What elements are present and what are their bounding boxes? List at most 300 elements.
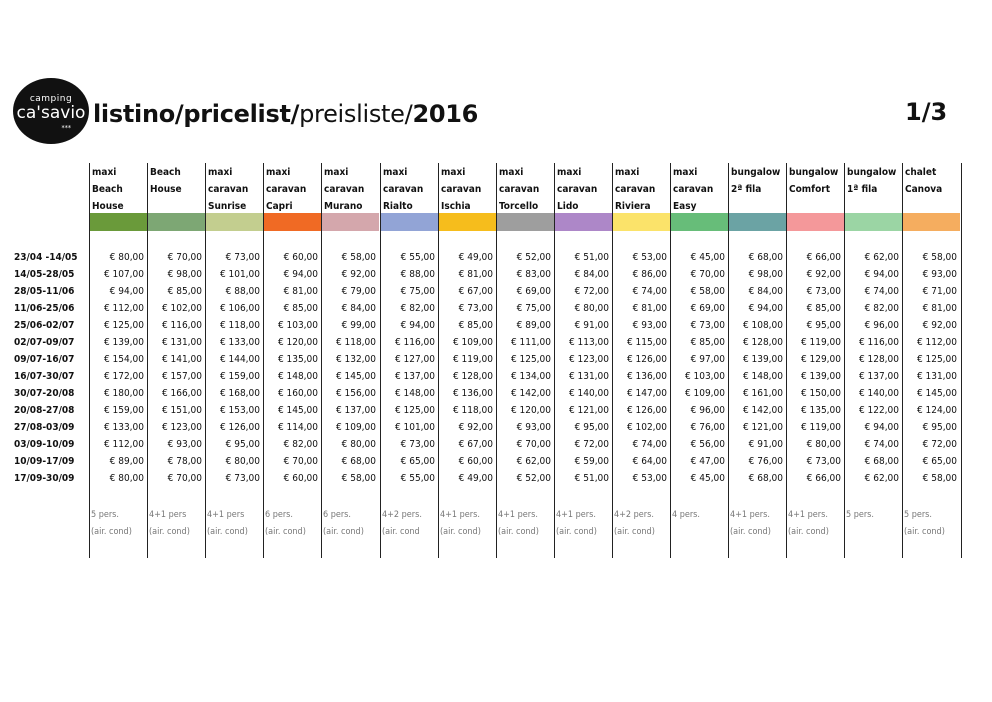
column-header-line: Rialto	[383, 201, 413, 212]
price-cell: € 109,00	[335, 422, 376, 433]
price-cell: € 180,00	[103, 388, 144, 399]
price-cell: € 119,00	[800, 337, 841, 348]
column-color-swatch	[381, 213, 438, 231]
price-cell: € 59,00	[574, 456, 609, 467]
price-cell: € 56,00	[690, 439, 725, 450]
column-header	[499, 164, 553, 215]
price-cell: € 58,00	[690, 286, 725, 297]
price-cell: € 98,00	[167, 269, 202, 280]
column-header-line: maxi	[266, 167, 291, 178]
column-header-line: Comfort	[789, 184, 830, 195]
price-cell: € 142,00	[742, 405, 783, 416]
price-cell: € 95,00	[806, 320, 841, 331]
aircond-note: (air. cond)	[788, 527, 829, 537]
price-cell: € 55,00	[400, 473, 435, 484]
column-header-line: caravan	[557, 184, 598, 195]
title-part1: listino/pricelist/	[93, 100, 300, 128]
price-cell: € 126,00	[219, 422, 260, 433]
column-header	[847, 164, 901, 215]
aircond-note: (air. cond)	[265, 527, 306, 537]
price-cell: € 52,00	[516, 473, 551, 484]
price-cell: € 145,00	[916, 388, 957, 399]
price-cell: € 98,00	[748, 269, 783, 280]
column-header-line: maxi	[499, 167, 524, 178]
price-cell: € 123,00	[161, 422, 202, 433]
price-cell: € 85,00	[283, 303, 318, 314]
column-header-line: caravan	[615, 184, 656, 195]
price-cell: € 157,00	[161, 371, 202, 382]
price-cell: € 65,00	[400, 456, 435, 467]
column-header	[615, 164, 669, 215]
price-cell: € 83,00	[516, 269, 551, 280]
aircond-note: (air. cond)	[207, 527, 248, 537]
column-header-line: Canova	[905, 184, 943, 195]
price-cell: € 80,00	[109, 473, 144, 484]
period-label: 25/06-02/07	[14, 320, 75, 331]
price-cell: € 73,00	[225, 252, 260, 263]
price-cell: € 82,00	[400, 303, 435, 314]
price-cell: € 153,00	[219, 405, 260, 416]
price-cell: € 62,00	[516, 456, 551, 467]
price-cell: € 126,00	[626, 354, 667, 365]
capacity-note: 6 pers.	[323, 510, 351, 520]
page-title	[93, 100, 478, 128]
column-header	[557, 164, 611, 215]
price-cell: € 84,00	[748, 286, 783, 297]
price-cell: € 68,00	[748, 473, 783, 484]
logo-stars: ***	[61, 124, 71, 132]
price-cell: € 122,00	[858, 405, 899, 416]
price-cell: € 172,00	[103, 371, 144, 382]
price-cell: € 81,00	[632, 303, 667, 314]
period-label: 20/08-27/08	[14, 405, 75, 416]
price-cell: € 128,00	[742, 337, 783, 348]
price-cell: € 73,00	[458, 303, 493, 314]
period-label: 27/08-03/09	[14, 422, 75, 433]
price-cell: € 92,00	[458, 422, 493, 433]
price-cell: € 75,00	[516, 303, 551, 314]
price-cell: € 128,00	[858, 354, 899, 365]
column-color-swatch	[439, 213, 496, 231]
price-cell: € 129,00	[800, 354, 841, 365]
price-cell: € 112,00	[916, 337, 957, 348]
price-cell: € 95,00	[574, 422, 609, 433]
price-cell: € 140,00	[858, 388, 899, 399]
price-cell: € 91,00	[574, 320, 609, 331]
price-cell: € 131,00	[161, 337, 202, 348]
price-cell: € 58,00	[922, 473, 957, 484]
price-cell: € 124,00	[916, 405, 957, 416]
price-cell: € 123,00	[568, 354, 609, 365]
price-cell: € 97,00	[690, 354, 725, 365]
price-cell: € 121,00	[568, 405, 609, 416]
capacity-note: 4+1 pers.	[440, 510, 480, 520]
price-cell: € 73,00	[400, 439, 435, 450]
price-cell: € 58,00	[341, 252, 376, 263]
price-cell: € 109,00	[452, 337, 493, 348]
price-cell: € 118,00	[335, 337, 376, 348]
column-color-swatch	[613, 213, 670, 231]
period-label: 17/09-30/09	[14, 473, 75, 484]
price-cell: € 99,00	[341, 320, 376, 331]
price-cell: € 156,00	[335, 388, 376, 399]
column-header	[731, 164, 785, 215]
column-header	[208, 164, 262, 215]
column-header	[383, 164, 437, 215]
price-cell: € 88,00	[225, 286, 260, 297]
price-cell: € 64,00	[632, 456, 667, 467]
price-cell: € 73,00	[806, 456, 841, 467]
column-header	[92, 164, 146, 215]
column-color-swatch	[671, 213, 728, 231]
column-header	[789, 164, 843, 215]
price-cell: € 137,00	[394, 371, 435, 382]
price-cell: € 51,00	[574, 473, 609, 484]
price-cell: € 81,00	[283, 286, 318, 297]
price-cell: € 168,00	[219, 388, 260, 399]
column-header-line: Sunrise	[208, 201, 247, 212]
price-cell: € 60,00	[458, 456, 493, 467]
price-cell: € 116,00	[394, 337, 435, 348]
price-cell: € 74,00	[632, 439, 667, 450]
price-cell: € 119,00	[800, 422, 841, 433]
column-header-line: maxi	[557, 167, 582, 178]
price-cell: € 47,00	[690, 456, 725, 467]
price-cell: € 94,00	[864, 269, 899, 280]
price-cell: € 137,00	[335, 405, 376, 416]
price-cell: € 94,00	[864, 422, 899, 433]
column-header-line: Murano	[324, 201, 363, 212]
capacity-note: 4+2 pers.	[382, 510, 422, 520]
price-cell: € 92,00	[806, 269, 841, 280]
price-cell: € 148,00	[277, 371, 318, 382]
price-cell: € 71,00	[922, 286, 957, 297]
price-cell: € 76,00	[690, 422, 725, 433]
price-cell: € 95,00	[225, 439, 260, 450]
aircond-note: (air. cond)	[149, 527, 190, 537]
price-cell: € 112,00	[103, 439, 144, 450]
price-cell: € 135,00	[277, 354, 318, 365]
period-label: 03/09-10/09	[14, 439, 75, 450]
capacity-note: 4 pers.	[672, 510, 700, 520]
logo-text-casavio: ca'savio	[16, 103, 86, 123]
column-color-swatch	[264, 213, 321, 231]
column-header-line: caravan	[499, 184, 540, 195]
price-cell: € 108,00	[742, 320, 783, 331]
price-cell: € 74,00	[632, 286, 667, 297]
price-cell: € 70,00	[516, 439, 551, 450]
price-cell: € 114,00	[277, 422, 318, 433]
price-cell: € 147,00	[626, 388, 667, 399]
price-cell: € 139,00	[103, 337, 144, 348]
price-cell: € 49,00	[458, 252, 493, 263]
column-header-line: Riviera	[615, 201, 651, 212]
price-cell: € 106,00	[219, 303, 260, 314]
price-cell: € 101,00	[394, 422, 435, 433]
price-cell: € 166,00	[161, 388, 202, 399]
price-cell: € 94,00	[283, 269, 318, 280]
period-label: 10/09-17/09	[14, 456, 75, 467]
price-cell: € 81,00	[458, 269, 493, 280]
price-cell: € 49,00	[458, 473, 493, 484]
price-cell: € 96,00	[690, 405, 725, 416]
price-cell: € 69,00	[690, 303, 725, 314]
price-cell: € 73,00	[806, 286, 841, 297]
period-label: 02/07-09/07	[14, 337, 75, 348]
price-cell: € 74,00	[864, 439, 899, 450]
price-cell: € 116,00	[858, 337, 899, 348]
price-cell: € 160,00	[277, 388, 318, 399]
price-cell: € 84,00	[574, 269, 609, 280]
price-cell: € 140,00	[568, 388, 609, 399]
column-header	[150, 164, 204, 215]
price-cell: € 69,00	[516, 286, 551, 297]
price-cell: € 120,00	[277, 337, 318, 348]
price-cell: € 62,00	[864, 473, 899, 484]
price-cell: € 94,00	[109, 286, 144, 297]
aircond-note: (air. cond)	[904, 527, 945, 537]
aircond-note: (air. cond)	[498, 527, 539, 537]
price-cell: € 118,00	[452, 405, 493, 416]
price-cell: € 80,00	[109, 252, 144, 263]
price-cell: € 125,00	[916, 354, 957, 365]
price-cell: € 139,00	[800, 371, 841, 382]
price-cell: € 84,00	[341, 303, 376, 314]
price-cell: € 85,00	[167, 286, 202, 297]
price-cell: € 103,00	[684, 371, 725, 382]
aircond-note: (air. cond	[382, 527, 420, 537]
price-cell: € 142,00	[510, 388, 551, 399]
price-cell: € 111,00	[510, 337, 551, 348]
column-header-line: 1ª fila	[847, 184, 878, 195]
column-color-swatch	[148, 213, 205, 231]
price-cell: € 82,00	[283, 439, 318, 450]
capacity-note: 4+1 pers.	[788, 510, 828, 520]
price-cell: € 80,00	[806, 439, 841, 450]
price-cell: € 93,00	[632, 320, 667, 331]
capacity-note: 4+2 pers.	[614, 510, 654, 520]
price-cell: € 85,00	[458, 320, 493, 331]
price-cell: € 159,00	[219, 371, 260, 382]
capacity-note: 5 pers.	[904, 510, 932, 520]
column-header-line: Ischia	[441, 201, 471, 212]
aircond-note: (air. cond)	[556, 527, 597, 537]
price-cell: € 81,00	[922, 303, 957, 314]
price-cell: € 66,00	[806, 473, 841, 484]
price-cell: € 131,00	[568, 371, 609, 382]
period-label: 14/05-28/05	[14, 269, 75, 280]
price-cell: € 102,00	[161, 303, 202, 314]
camping-logo	[13, 78, 89, 144]
price-cell: € 119,00	[452, 354, 493, 365]
price-cell: € 116,00	[161, 320, 202, 331]
price-cell: € 72,00	[574, 286, 609, 297]
price-cell: € 58,00	[341, 473, 376, 484]
price-cell: € 118,00	[219, 320, 260, 331]
capacity-note: 6 pers.	[265, 510, 293, 520]
column-header-line: bungalow	[847, 167, 897, 178]
price-cell: € 93,00	[922, 269, 957, 280]
column-header-line: caravan	[383, 184, 424, 195]
price-cell: € 121,00	[742, 422, 783, 433]
column-header-line: Easy	[673, 201, 697, 212]
column-color-swatch	[845, 213, 902, 231]
price-cell: € 144,00	[219, 354, 260, 365]
price-cell: € 70,00	[690, 269, 725, 280]
capacity-note: 5 pers.	[91, 510, 119, 520]
column-header	[441, 164, 495, 215]
period-label: 16/07-30/07	[14, 371, 75, 382]
price-cell: € 103,00	[277, 320, 318, 331]
period-label: 28/05-11/06	[14, 286, 75, 297]
column-header-line: Beach	[150, 167, 181, 178]
title-part2: preisliste/	[299, 100, 413, 128]
price-cell: € 82,00	[864, 303, 899, 314]
column-header-line: Beach	[92, 184, 123, 195]
price-cell: € 113,00	[568, 337, 609, 348]
column-header-line: bungalow	[731, 167, 781, 178]
price-cell: € 85,00	[690, 337, 725, 348]
column-header-line: caravan	[673, 184, 714, 195]
column-header-line: caravan	[266, 184, 307, 195]
price-cell: € 131,00	[916, 371, 957, 382]
aircond-note: (air. cond)	[614, 527, 655, 537]
price-cell: € 109,00	[684, 388, 725, 399]
price-cell: € 70,00	[167, 473, 202, 484]
price-cell: € 150,00	[800, 388, 841, 399]
price-cell: € 62,00	[864, 252, 899, 263]
price-cell: € 53,00	[632, 252, 667, 263]
column-header	[905, 164, 959, 215]
price-cell: € 148,00	[394, 388, 435, 399]
price-cell: € 133,00	[219, 337, 260, 348]
price-cell: € 93,00	[167, 439, 202, 450]
price-cell: € 154,00	[103, 354, 144, 365]
price-cell: € 79,00	[341, 286, 376, 297]
column-color-swatch	[90, 213, 147, 231]
price-cell: € 68,00	[341, 456, 376, 467]
price-cell: € 148,00	[742, 371, 783, 382]
period-label: 09/07-16/07	[14, 354, 75, 365]
price-cell: € 151,00	[161, 405, 202, 416]
price-cell: € 102,00	[626, 422, 667, 433]
price-cell: € 159,00	[103, 405, 144, 416]
price-cell: € 53,00	[632, 473, 667, 484]
column-header-line: caravan	[441, 184, 482, 195]
price-cell: € 89,00	[516, 320, 551, 331]
price-cell: € 161,00	[742, 388, 783, 399]
column-header	[673, 164, 727, 215]
price-cell: € 107,00	[103, 269, 144, 280]
price-cell: € 93,00	[516, 422, 551, 433]
period-label: 11/06-25/06	[14, 303, 75, 314]
column-header-line: Lido	[557, 201, 579, 212]
price-cell: € 73,00	[225, 473, 260, 484]
column-color-swatch	[555, 213, 612, 231]
price-cell: € 86,00	[632, 269, 667, 280]
price-cell: € 126,00	[626, 405, 667, 416]
title-part3: 2016	[412, 100, 479, 128]
capacity-note: 4+1 pers	[149, 510, 187, 520]
price-cell: € 60,00	[283, 252, 318, 263]
price-cell: € 55,00	[400, 252, 435, 263]
column-header-line: maxi	[324, 167, 349, 178]
price-cell: € 127,00	[394, 354, 435, 365]
price-cell: € 66,00	[806, 252, 841, 263]
price-cell: € 68,00	[748, 252, 783, 263]
price-cell: € 132,00	[335, 354, 376, 365]
price-cell: € 51,00	[574, 252, 609, 263]
price-cell: € 101,00	[219, 269, 260, 280]
price-cell: € 85,00	[806, 303, 841, 314]
aircond-note: (air. cond)	[323, 527, 364, 537]
price-cell: € 52,00	[516, 252, 551, 263]
capacity-note: 4+1 pers.	[556, 510, 596, 520]
period-label: 30/07-20/08	[14, 388, 75, 399]
price-cell: € 120,00	[510, 405, 551, 416]
capacity-note: 5 pers.	[846, 510, 874, 520]
price-cell: € 72,00	[922, 439, 957, 450]
price-cell: € 141,00	[161, 354, 202, 365]
price-cell: € 125,00	[510, 354, 551, 365]
price-cell: € 74,00	[864, 286, 899, 297]
price-cell: € 137,00	[858, 371, 899, 382]
price-cell: € 88,00	[400, 269, 435, 280]
price-cell: € 95,00	[922, 422, 957, 433]
column-header-line: chalet	[905, 167, 937, 178]
price-cell: € 60,00	[283, 473, 318, 484]
price-cell: € 67,00	[458, 286, 493, 297]
price-cell: € 136,00	[452, 388, 493, 399]
price-cell: € 134,00	[510, 371, 551, 382]
column-header-line: Torcello	[499, 201, 539, 212]
price-cell: € 80,00	[574, 303, 609, 314]
price-cell: € 135,00	[800, 405, 841, 416]
column-header-line: caravan	[208, 184, 249, 195]
price-cell: € 91,00	[748, 439, 783, 450]
price-cell: € 80,00	[341, 439, 376, 450]
price-cell: € 94,00	[748, 303, 783, 314]
price-cell: € 73,00	[690, 320, 725, 331]
price-cell: € 92,00	[341, 269, 376, 280]
column-header-line: Capri	[266, 201, 293, 212]
price-cell: € 67,00	[458, 439, 493, 450]
column-header	[324, 164, 378, 215]
column-header-line: House	[92, 201, 124, 212]
page-number: 1/3	[905, 98, 948, 126]
column-color-swatch	[729, 213, 786, 231]
price-cell: € 112,00	[103, 303, 144, 314]
column-header-line: bungalow	[789, 167, 839, 178]
price-cell: € 68,00	[864, 456, 899, 467]
period-label: 23/04 -14/05	[14, 252, 78, 263]
price-cell: € 70,00	[167, 252, 202, 263]
price-cell: € 125,00	[103, 320, 144, 331]
aircond-note: (air. cond)	[730, 527, 771, 537]
price-cell: € 70,00	[283, 456, 318, 467]
column-header-line: maxi	[673, 167, 698, 178]
column-header-line: House	[150, 184, 182, 195]
column-divider	[961, 163, 962, 558]
column-header-line: caravan	[324, 184, 365, 195]
column-color-swatch	[903, 213, 960, 231]
price-cell: € 94,00	[400, 320, 435, 331]
column-header-line: maxi	[615, 167, 640, 178]
column-color-swatch	[206, 213, 263, 231]
capacity-note: 4+1 pers.	[498, 510, 538, 520]
column-header-line: maxi	[441, 167, 466, 178]
price-cell: € 45,00	[690, 252, 725, 263]
